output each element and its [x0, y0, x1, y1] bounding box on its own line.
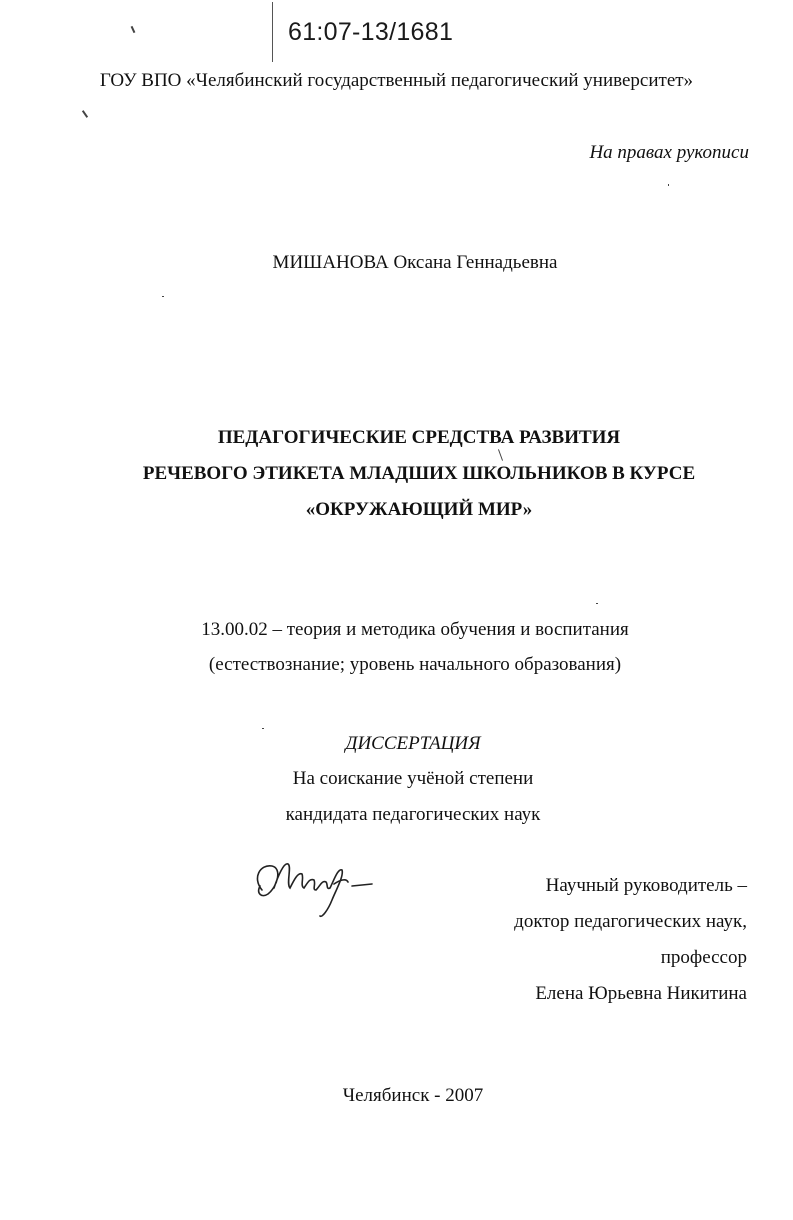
thesis-title-line: РЕЧЕВОГО ЭТИКЕТА МЛАДШИХ ШКОЛЬНИКОВ В КУРСЕ	[142, 463, 696, 484]
scan-speck	[262, 728, 264, 729]
degree-line: На соискание учёной степени	[292, 768, 534, 789]
scan-speck	[131, 26, 136, 33]
supervisor-degree: доктор педагогических наук,	[514, 911, 747, 932]
thesis-title-line: ПЕДАГОГИЧЕСКИЕ СРЕДСТВА РАЗВИТИЯ	[217, 427, 621, 448]
city-year: Челябинск - 2007	[342, 1085, 484, 1106]
author-signature	[248, 850, 378, 925]
supervisor-role: Научный руководитель –	[545, 875, 747, 896]
thesis-title-line: «ОКРУЖАЮЩИЙ МИР»	[305, 499, 533, 520]
organization-name: ГОУ ВПО «Челябинский государственный педагогический университет»	[99, 70, 694, 91]
scan-speck	[162, 296, 164, 297]
specialty-code-line: 13.00.02 – теория и методика обучения и воспитания	[201, 619, 629, 640]
dissertation-label: ДИССЕРТАЦИЯ	[345, 733, 481, 754]
stamp-divider	[272, 2, 273, 62]
scan-speck	[668, 184, 669, 186]
supervisor-name: Елена Юрьевна Никитина	[535, 983, 747, 1004]
manuscript-note: На правах рукописи	[589, 142, 749, 163]
specialty-detail-line: (естествознание; уровень начального образования)	[208, 654, 622, 675]
scan-speck	[596, 603, 598, 604]
scan-speck	[82, 110, 88, 118]
author-name: МИШАНОВА Оксана Геннадьевна	[272, 252, 558, 273]
scan-speck	[498, 449, 503, 461]
library-stamp-code: 61:07-13/1681	[288, 18, 454, 46]
degree-line: кандидата педагогических наук	[285, 804, 541, 825]
supervisor-title: профессор	[660, 947, 747, 968]
